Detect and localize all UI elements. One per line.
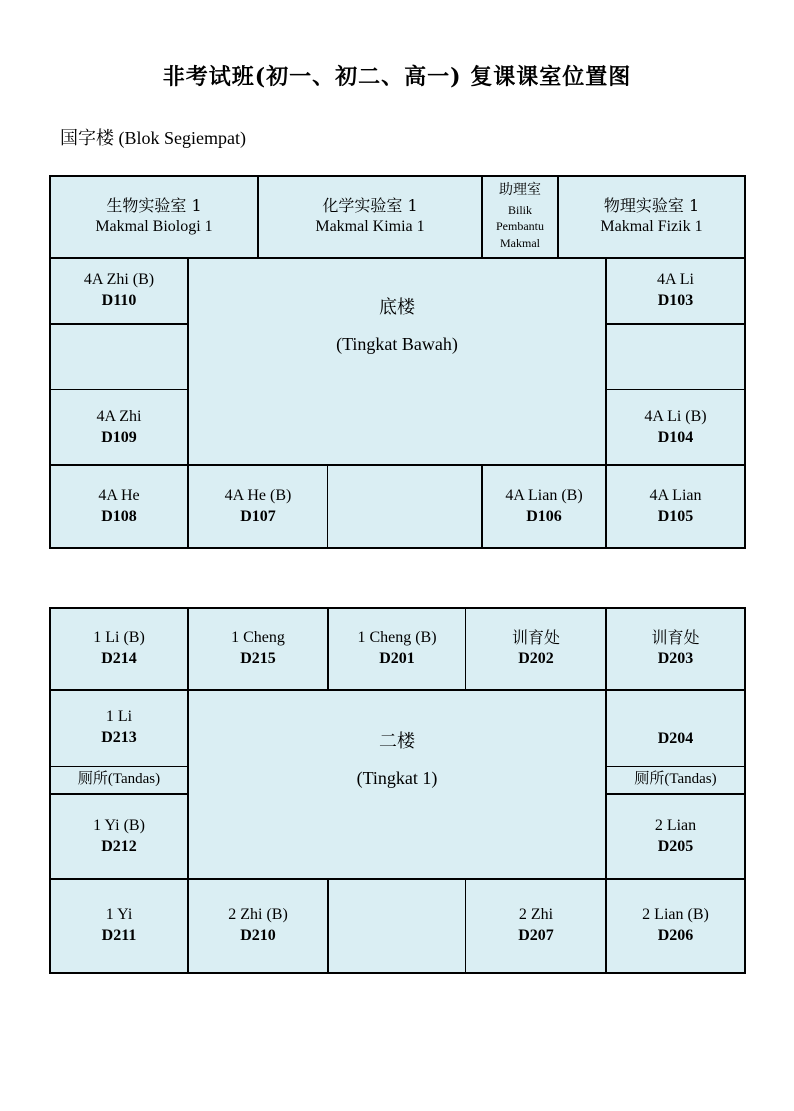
grid-line <box>49 607 51 974</box>
room-d103 <box>606 258 745 324</box>
toilet-right <box>606 766 745 794</box>
room-code: D215 <box>240 650 276 667</box>
room-code: D107 <box>240 507 276 525</box>
room-empty <box>50 324 188 390</box>
lab-assistant-room <box>482 176 558 258</box>
lab-assistant-cn: 助理室 <box>499 182 541 199</box>
room-class: 1 Yi <box>105 906 133 924</box>
grid-line <box>49 689 746 691</box>
block-name: 国字楼 (Blok Segiempat) <box>60 128 246 148</box>
room-d104 <box>606 390 745 465</box>
room-d206 <box>606 879 745 973</box>
grid-line <box>49 607 746 609</box>
room-code: D210 <box>240 927 276 944</box>
grid-line <box>49 175 51 549</box>
grid-line <box>605 793 746 795</box>
grid-line <box>744 175 746 549</box>
chemistry-lab-ms: Makmal Kimia 1 <box>315 218 425 235</box>
room-code: D212 <box>101 837 137 855</box>
room-class: 1 Li <box>105 708 133 726</box>
room-class: 2 Lian (B) <box>642 906 709 924</box>
room-d109 <box>50 390 188 465</box>
toilet-label: 厕所(Tandas) <box>77 771 161 788</box>
room-class: 4A Lian <box>649 486 702 504</box>
grid-line <box>49 175 746 177</box>
biology-lab <box>50 176 258 258</box>
grid-line <box>49 766 189 767</box>
room-d215 <box>188 608 328 690</box>
grid-line <box>49 257 746 259</box>
room-class: 2 Lian <box>654 816 697 834</box>
room-class: 2 Zhi <box>518 906 554 924</box>
room-d108 <box>50 465 188 548</box>
lab-assistant-ms-2: Pembantu <box>496 219 544 234</box>
grid-line <box>327 878 329 973</box>
room-code: D211 <box>101 927 137 944</box>
grid-line <box>49 878 746 880</box>
room-code: D204 <box>657 729 694 747</box>
room-class: 4A Lian (B) <box>505 486 583 504</box>
page-title: 非考试班(初一、初二、高一) 复课课室位置图 <box>162 64 632 90</box>
grid-line <box>49 972 746 974</box>
room-d110 <box>50 258 188 324</box>
room-code: D105 <box>657 507 694 525</box>
physics-lab-cn: 物理实验室 1 <box>603 196 700 216</box>
grid-line <box>465 607 466 690</box>
room-code: D202 <box>518 650 554 667</box>
room-code: D214 <box>101 650 137 667</box>
room-code: D213 <box>101 729 137 746</box>
grid-line <box>605 766 746 767</box>
room-code: D207 <box>518 927 554 944</box>
room-class: 1 Yi (B) <box>93 816 145 834</box>
room-code: D106 <box>526 507 562 525</box>
grid-line <box>49 323 189 325</box>
grid-line <box>557 175 559 258</box>
room-code: D205 <box>657 837 694 855</box>
toilet-label: 厕所(Tandas) <box>634 771 717 788</box>
grid-line <box>49 547 746 549</box>
grid-line <box>481 175 483 258</box>
room-d105 <box>606 465 745 548</box>
room-d106 <box>482 465 606 548</box>
room-d210 <box>188 879 328 973</box>
grid-line <box>481 464 483 548</box>
room-code: D203 <box>657 650 694 667</box>
room-d212 <box>50 794 188 879</box>
lab-assistant-ms-3: Makmal <box>500 236 540 251</box>
room-d211 <box>50 879 188 973</box>
grid-line <box>327 607 329 690</box>
room-class: 4A Li (B) <box>644 407 707 425</box>
toilet-left <box>50 766 188 794</box>
grid-line <box>465 878 466 973</box>
room-empty <box>606 324 745 390</box>
room-d204 <box>606 690 745 766</box>
grid-line <box>49 389 189 390</box>
room-empty <box>328 465 482 548</box>
room-class: 训育处 <box>511 628 560 648</box>
room-class: 2 Zhi (B) <box>228 906 288 924</box>
room-code: D201 <box>379 650 415 667</box>
room-class: 训育处 <box>651 628 700 648</box>
grid-line <box>257 175 259 258</box>
room-class: 4A Li <box>657 271 694 288</box>
first-floor-label <box>188 690 606 879</box>
physics-lab-ms: Makmal Fizik 1 <box>600 218 703 235</box>
room-d203 <box>606 608 745 690</box>
room-d207 <box>466 879 606 973</box>
room-code: D109 <box>101 428 137 446</box>
ground-floor-label <box>188 258 606 465</box>
ground-floor-cn: 底楼 <box>379 297 415 318</box>
lab-assistant-ms-1: Bilik <box>507 202 532 217</box>
room-code: D103 <box>657 291 694 309</box>
chemistry-lab-cn: 化学实验室 1 <box>322 196 418 216</box>
room-class: 4A He <box>98 486 140 504</box>
room-d213 <box>50 690 188 766</box>
grid-line <box>605 257 607 548</box>
grid-line <box>187 257 189 548</box>
room-code: D104 <box>657 428 694 446</box>
room-class: 4A He (B) <box>224 486 292 504</box>
chemistry-lab <box>258 176 482 258</box>
biology-lab-ms: Makmal Biologi 1 <box>95 218 213 235</box>
room-d214 <box>50 608 188 690</box>
room-class: 1 Li (B) <box>93 629 145 647</box>
room-code: D206 <box>657 927 694 944</box>
grid-line <box>605 607 607 974</box>
grid-line <box>744 607 746 974</box>
room-d107 <box>188 465 328 548</box>
physics-lab <box>558 176 745 258</box>
biology-lab-cn: 生物实验室 1 <box>106 196 202 216</box>
room-d201 <box>328 608 466 690</box>
grid-line <box>49 793 189 795</box>
room-code: D108 <box>101 507 137 525</box>
grid-line <box>327 464 328 548</box>
grid-line <box>187 607 189 974</box>
ground-floor-ms: (Tingkat Bawah) <box>336 334 458 355</box>
first-floor-ms: (Tingkat 1) <box>356 768 438 789</box>
room-d202 <box>466 608 606 690</box>
room-d205 <box>606 794 745 879</box>
room-class: 4A Zhi <box>96 407 142 425</box>
room-class: 1 Cheng <box>231 629 285 647</box>
grid-line <box>605 389 746 390</box>
grid-line <box>605 323 746 325</box>
room-code: D110 <box>101 291 137 309</box>
first-floor-cn: 二楼 <box>379 731 415 752</box>
room-class: 4A Zhi (B) <box>83 271 155 288</box>
room-empty <box>328 879 466 973</box>
grid-line <box>49 464 746 466</box>
room-class: 1 Cheng (B) <box>357 629 437 647</box>
